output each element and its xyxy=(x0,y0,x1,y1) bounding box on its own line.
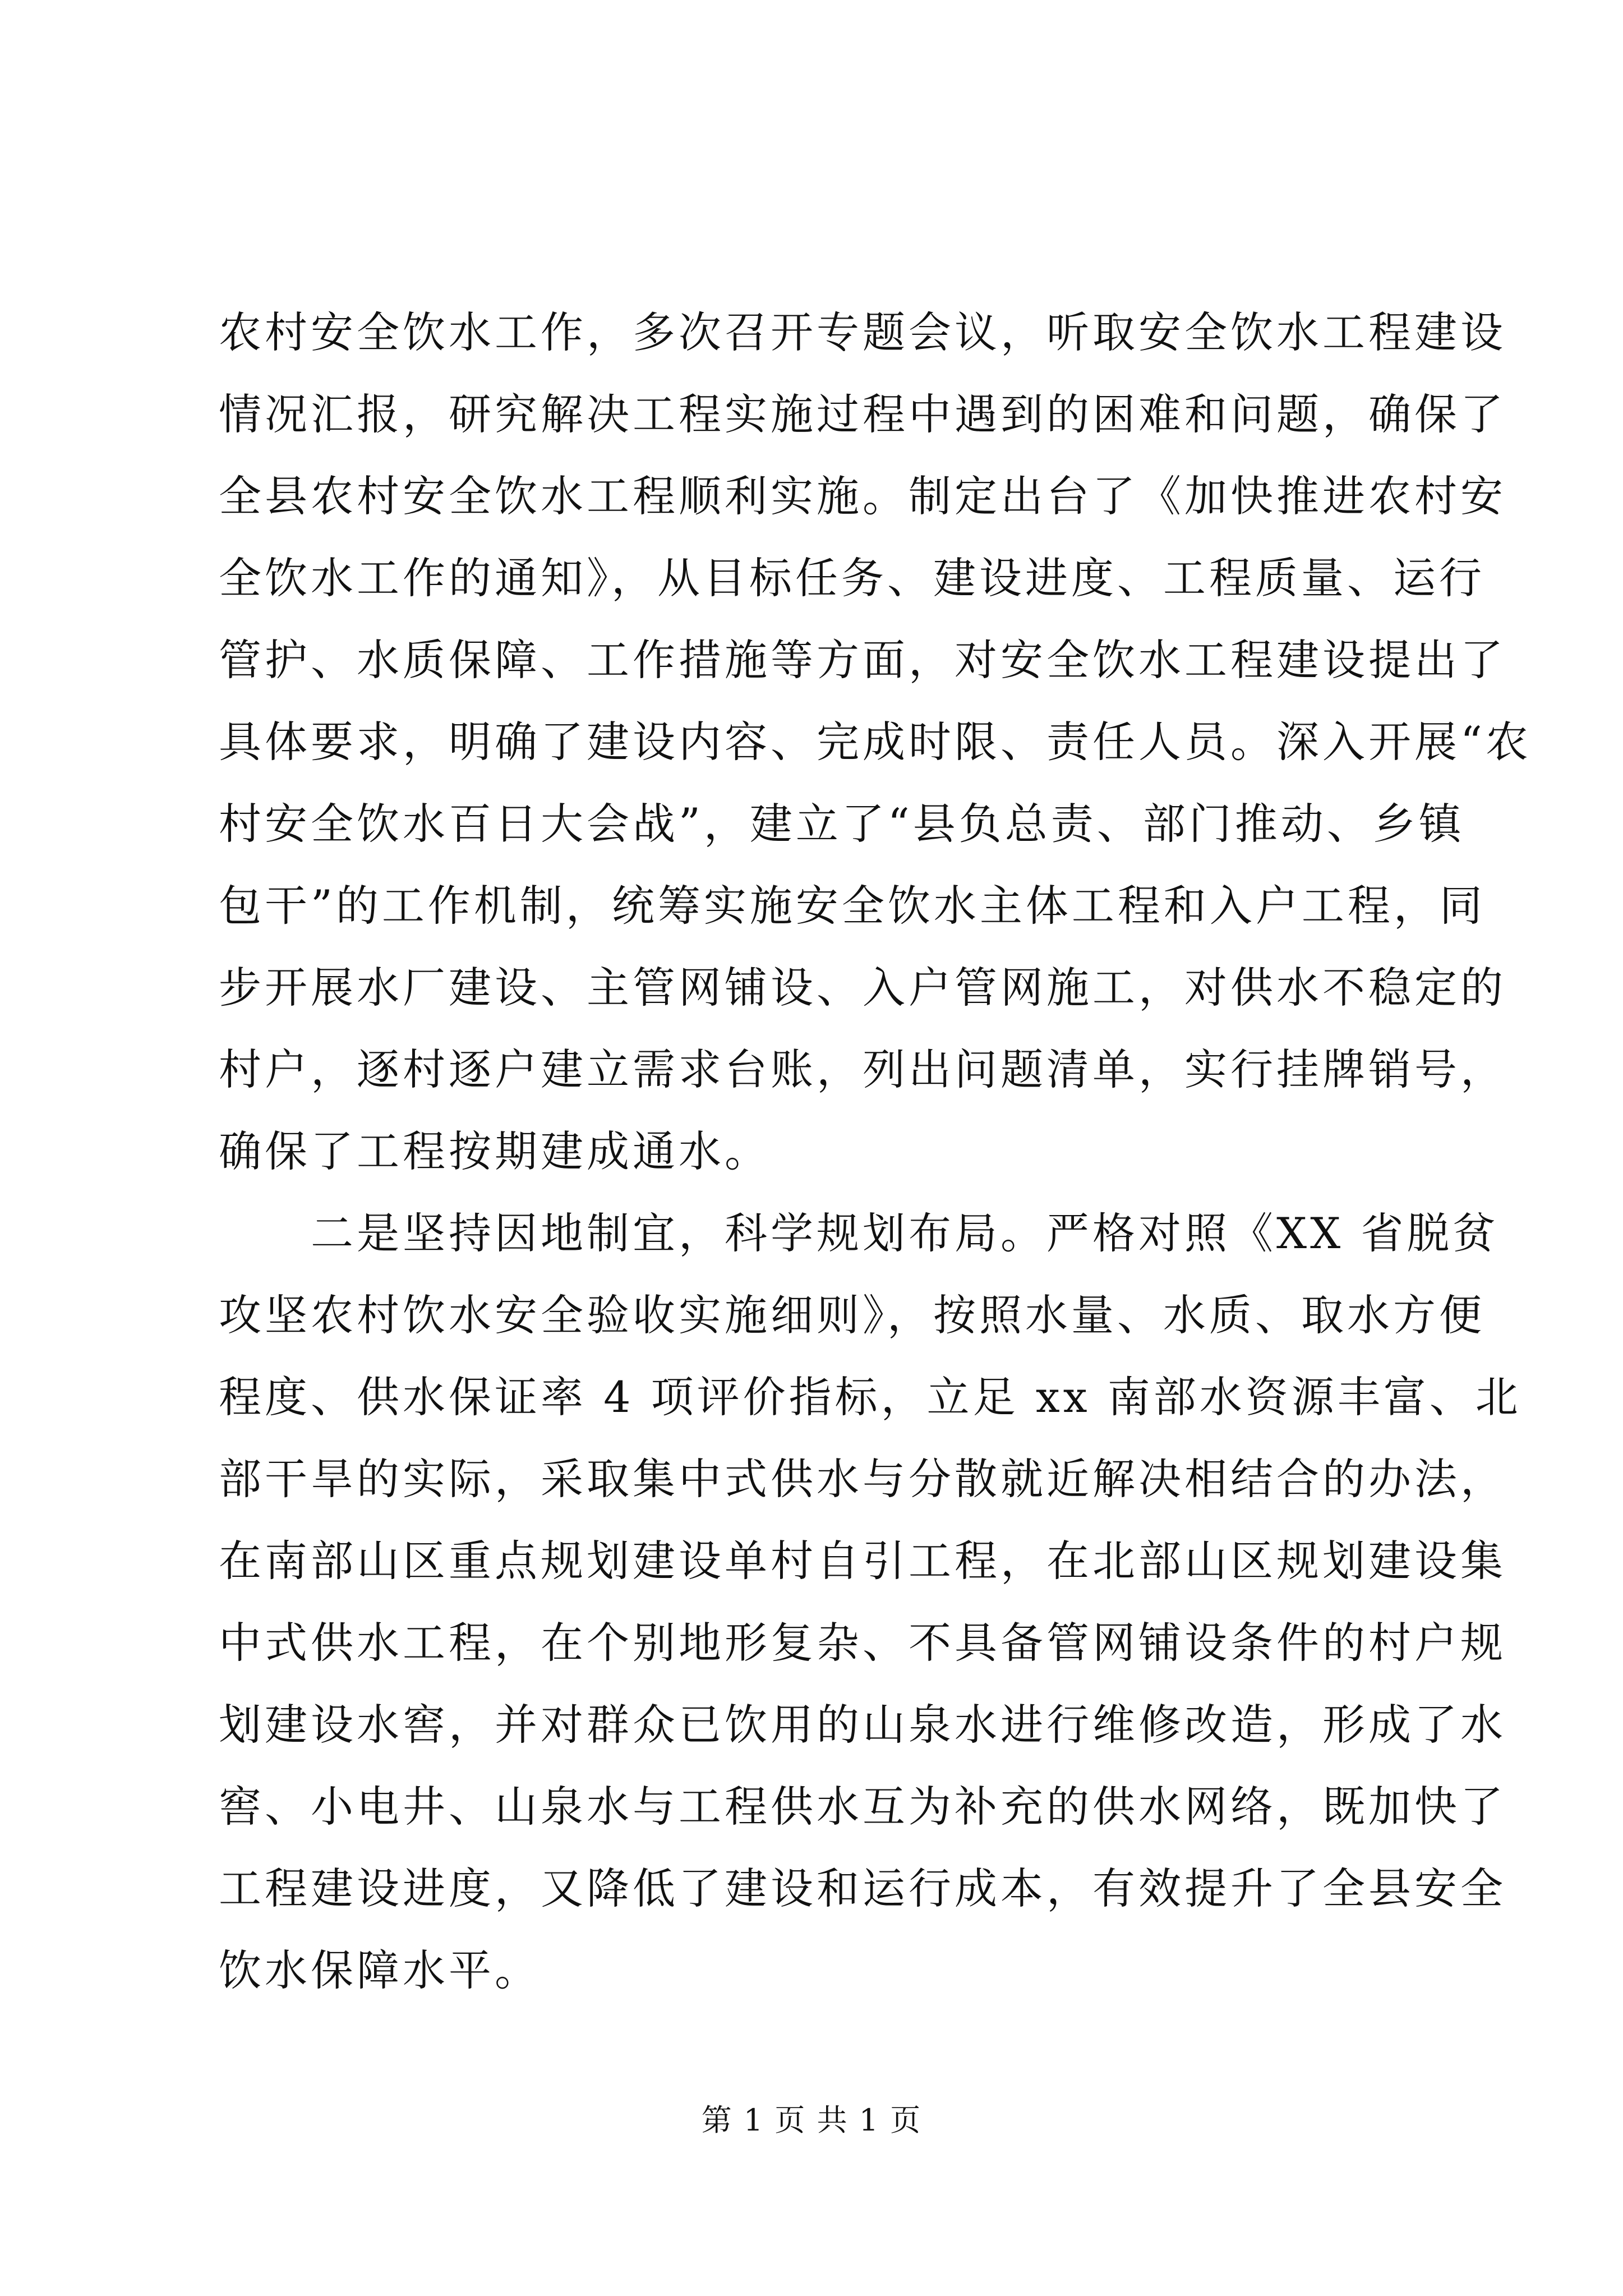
text-line: 二是坚持因地制宜，科学规划布局。严格对照《XX 省脱贫 xyxy=(311,1208,1499,1258)
text-line: 村户，逐村逐户建立需求台账，列出问题清单，实行挂牌销号， xyxy=(219,1045,1506,1094)
text-line: 情况汇报，研究解决工程实施过程中遇到的困难和问题，确保了 xyxy=(219,389,1506,439)
paragraph-2 xyxy=(219,1193,1521,2012)
text-line: 中式供水工程，在个别地形复杂、不具备管网铺设条件的村户规 xyxy=(219,1618,1506,1668)
text-line: 在南部山区重点规划建设单村自引工程，在北部山区规划建设集 xyxy=(219,1536,1506,1586)
text-line: 划建设水窖，并对群众已饮用的山泉水进行维修改造，形成了水 xyxy=(219,1700,1506,1750)
text-line: 程度、供水保证率 4 项评价指标，立足 xx 南部水资源丰富、北 xyxy=(219,1372,1521,1422)
text-line: 确保了工程按期建成通水。 xyxy=(219,1126,771,1176)
text-line: 工程建设进度，又降低了建设和运行成本，有效提升了全县安全 xyxy=(219,1864,1506,1913)
text-line: 攻坚农村饮水安全验收实施细则》，按照水量、水质、取水方便 xyxy=(219,1290,1485,1340)
text-line: 窖、小电井、山泉水与工程供水互为补充的供水网络，既加快了 xyxy=(219,1782,1506,1832)
text-line: 全县农村安全饮水工程顺利实施。制定出台了《加快推进农村安 xyxy=(219,471,1506,521)
text-line: 饮水保障水平。 xyxy=(219,1945,541,1995)
text-line: 全饮水工作的通知》，从目标任务、建设进度、工程质量、运行 xyxy=(219,553,1485,603)
text-line: 村安全饮水百日大会战”，建立了“县负总责、部门推动、乡镇 xyxy=(219,799,1465,849)
text-line: 包干”的工作机制，统筹实施安全饮水主体工程和入户工程，同 xyxy=(219,881,1486,931)
text-line: 管护、水质保障、工作措施等方面，对安全饮水工程建设提出了 xyxy=(219,635,1506,685)
text-line: 部干旱的实际，采取集中式供水与分散就近解决相结合的办法， xyxy=(219,1454,1506,1504)
document-body xyxy=(219,292,1532,2012)
text-line: 具体要求，明确了建设内容、完成时限、责任人员。深入开展“农 xyxy=(219,717,1532,767)
page-number-footer: 第 1 页 共 1 页 xyxy=(701,2102,922,2138)
text-line: 步开展水厂建设、主管网铺设、入户管网施工，对供水不稳定的 xyxy=(219,963,1506,1013)
paragraph-1 xyxy=(219,292,1532,1193)
text-line: 农村安全饮水工作，多次召开专题会议，听取安全饮水工程建设 xyxy=(219,307,1506,357)
